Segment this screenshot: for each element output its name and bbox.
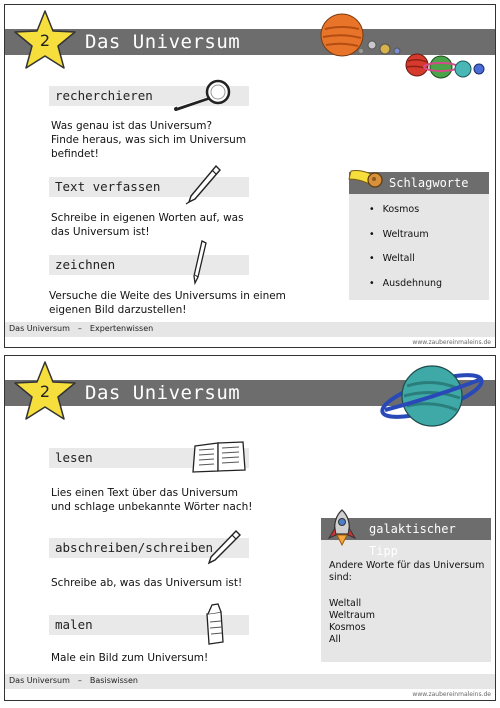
- task-description: Was genau ist das Universum? Finde heraus, was sich im Universum befindet!: [51, 120, 247, 160]
- keyword-item: • Kosmos: [369, 204, 442, 229]
- footer-level: Basiswissen: [89, 676, 138, 685]
- keywords-list: [369, 204, 442, 302]
- footer-bar: [5, 322, 495, 337]
- tip-word: Weltraum: [329, 610, 376, 621]
- task-label: Text verfassen: [55, 179, 161, 194]
- tip-word: Weltall: [329, 598, 362, 609]
- task-card-expert: [4, 4, 496, 348]
- footer-separator: –: [77, 324, 82, 333]
- footer-subject: Das Universum: [9, 676, 70, 685]
- task-description: Male ein Bild zum Universum!: [51, 652, 209, 664]
- task-description: Versuche die Weite des Universums in einem eigenen Bild darzustellen!: [49, 290, 286, 316]
- footer-url: www.zaubereinmaleins.de: [412, 339, 491, 346]
- magnifying-glass-icon: [173, 77, 235, 111]
- footer-subject: Das Universum: [9, 324, 70, 333]
- ringed-planet-illustration: [377, 358, 487, 434]
- task-label: zeichnen: [55, 257, 116, 272]
- star-icon: [13, 9, 77, 71]
- tip-title: galaktischer Tipp: [369, 522, 456, 558]
- tip-word-list: [329, 598, 375, 646]
- card-title: Das Universum: [85, 382, 241, 404]
- footer-url: www.zaubereinmaleins.de: [412, 691, 491, 698]
- pen-icon: [205, 528, 241, 566]
- task-label: malen: [55, 617, 93, 632]
- star-number: 2: [39, 31, 51, 50]
- pen-icon: [185, 163, 221, 205]
- task-description: Schreibe in eigenen Worten auf, was das Universum ist!: [51, 212, 244, 238]
- task-description: Schreibe ab, was das Universum ist!: [51, 577, 243, 589]
- keyword-item: • Weltall: [369, 253, 442, 278]
- tip-intro: Andere Worte für das Universum sind:: [329, 560, 485, 583]
- book-icon: [191, 440, 247, 474]
- footer-separator: –: [77, 676, 82, 685]
- keyword-item: • Ausdehnung: [369, 278, 442, 303]
- tip-word: Kosmos: [329, 622, 366, 633]
- task-label: abschreiben/schreiben: [55, 540, 214, 555]
- planets-illustration: [317, 11, 495, 83]
- keywords-title: Schlagworte: [389, 176, 469, 190]
- star-number: 2: [39, 382, 51, 401]
- task-label: recherchieren: [55, 88, 153, 103]
- footer-label: [9, 324, 153, 333]
- rocket-icon: [327, 508, 357, 546]
- keyword-item: • Weltraum: [369, 229, 442, 254]
- footer-label: [9, 676, 138, 685]
- task-header-draw: [49, 255, 249, 275]
- card-title: Das Universum: [85, 31, 241, 53]
- footer-bar: [5, 674, 495, 689]
- task-card-basic: [4, 355, 496, 701]
- star-icon: [13, 360, 77, 422]
- task-description: Lies einen Text über das Universum und schlage unbekannte Wörter nach!: [51, 487, 253, 513]
- task-label: lesen: [55, 450, 93, 465]
- comet-icon: [347, 165, 385, 193]
- crayon-icon: [201, 602, 227, 646]
- pencil-icon: [191, 239, 207, 285]
- tip-word: All: [329, 634, 341, 645]
- footer-level: Expertenwissen: [89, 324, 154, 333]
